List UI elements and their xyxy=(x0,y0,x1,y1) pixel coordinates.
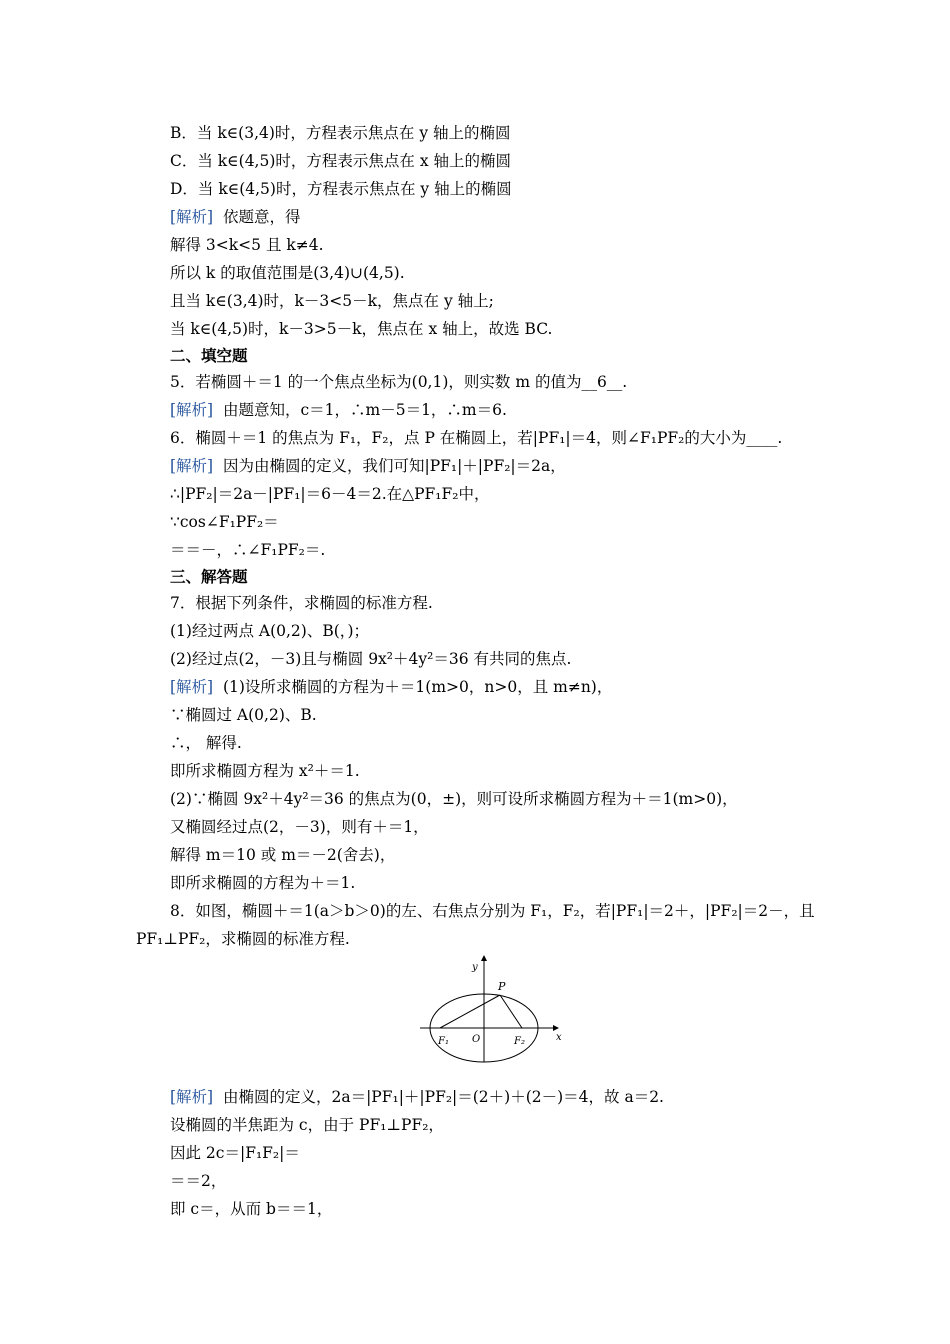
solution-line: 解得 m＝10 或 m＝－2(舍去)， xyxy=(170,846,396,864)
solution-line: 因此 2c＝|F₁F₂|＝ xyxy=(170,1144,300,1162)
segment-pf1 xyxy=(440,995,500,1028)
solution-line: [解析] 由题意知，c＝1，∴m－5＝1，∴m＝6. xyxy=(170,401,507,419)
option-d: D．当 k∈(4,5)时，方程表示焦点在 y 轴上的椭圆 xyxy=(170,180,512,198)
solution-line: ∴， 解得. xyxy=(170,734,242,752)
solution-line: 设椭圆的半焦距为 c，由于 PF₁⊥PF₂， xyxy=(170,1116,444,1134)
origin-label: O xyxy=(472,1034,481,1045)
point-p-label: P xyxy=(498,980,506,993)
analysis-tag: [解析] xyxy=(170,208,214,226)
focus-f2-label: F₂ xyxy=(514,1036,525,1047)
solution-line: 即 c＝，从而 b＝＝1， xyxy=(170,1200,333,1218)
solution-line: ＝＝－，∴∠F₁PF₂＝. xyxy=(170,541,326,559)
analysis-tag: [解析] xyxy=(170,401,214,419)
solution-line: 解得 3<k<5 且 k≠4. xyxy=(170,236,324,254)
solution-line: ∴|PF₂|＝2a－|PF₁|＝6－4＝2.在△PF₁F₂中， xyxy=(170,485,490,503)
section-heading-fill-in: 二、填空题 xyxy=(170,346,248,365)
solution-line: [解析] (1)设所求椭圆的方程为＋＝1(m>0，n>0，且 m≠n)， xyxy=(170,678,613,696)
solution-line: (2)∵椭圆 9x²＋4y²＝36 的焦点为(0，±)，则可设所求椭圆方程为＋＝1(m>0)， xyxy=(170,790,738,808)
solution-line: ∵椭圆过 A(0,2)、B. xyxy=(170,706,317,724)
ellipse-figure xyxy=(418,952,566,1064)
solution-line: [解析] 因为由椭圆的定义，我们可知|PF₁|＋|PF₂|＝2a， xyxy=(170,457,566,475)
segment-pf2 xyxy=(500,995,522,1028)
question-5: 5．若椭圆＋＝1 的一个焦点坐标为(0,1)，则实数 m 的值为__6__. xyxy=(170,373,628,391)
question-6: 6．椭圆＋＝1 的焦点为 F₁，F₂，点 P 在椭圆上，若|PF₁|＝4，则∠F₁PF₂的大小为____. xyxy=(170,429,783,447)
question-7-part-2: (2)经过点(2，－3)且与椭圆 9x²＋4y²＝36 有共同的焦点. xyxy=(170,650,572,668)
analysis-tag: [解析] xyxy=(170,457,214,475)
solution-line: 且当 k∈(3,4)时，k－3<5－k，焦点在 y 轴上; xyxy=(170,292,494,310)
analysis-tag: [解析] xyxy=(170,1088,214,1106)
question-7: 7．根据下列条件，求椭圆的标准方程. xyxy=(170,594,433,612)
solution-line: ＝＝2， xyxy=(170,1172,227,1190)
y-axis-label: y xyxy=(472,962,478,973)
solution-line: 又椭圆经过点(2，－3)，则有＋＝1， xyxy=(170,818,429,836)
focus-f1-label: F₁ xyxy=(438,1036,449,1047)
solution-line: 即所求椭圆的方程为＋＝1. xyxy=(170,874,356,892)
option-c: C．当 k∈(4,5)时，方程表示焦点在 x 轴上的椭圆 xyxy=(170,152,511,170)
solution-line: 当 k∈(4,5)时，k－3>5－k，焦点在 x 轴上，故选 BC. xyxy=(170,320,553,338)
solution-line: 所以 k 的取值范围是(3,4)∪(4,5). xyxy=(170,264,405,282)
solution-line: 即所求椭圆方程为 x²＋＝1. xyxy=(170,762,360,780)
option-b: B．当 k∈(3,4)时，方程表示焦点在 y 轴上的椭圆 xyxy=(170,124,511,142)
analysis-tag: [解析] xyxy=(170,678,214,696)
question-8-cont: PF₁⊥PF₂，求椭圆的标准方程. xyxy=(136,930,350,948)
solution-line: [解析] 依题意，得 xyxy=(170,208,301,226)
solution-line: [解析] 由椭圆的定义，2a＝|PF₁|＋|PF₂|＝(2＋)＋(2－)＝4，故 a＝2. xyxy=(170,1088,664,1106)
section-heading-solve: 三、解答题 xyxy=(170,567,248,586)
question-8: 8．如图，椭圆＋＝1(a＞b＞0)的左、右焦点分别为 F₁，F₂，若|PF₁|＝2＋，|PF₂|＝2－，且 xyxy=(170,902,815,920)
solution-line: ∵cos∠F₁PF₂＝ xyxy=(170,513,279,531)
x-axis-label: x xyxy=(556,1032,562,1043)
question-7-part-1: (1)经过两点 A(0,2)、B(，)； xyxy=(170,622,370,640)
